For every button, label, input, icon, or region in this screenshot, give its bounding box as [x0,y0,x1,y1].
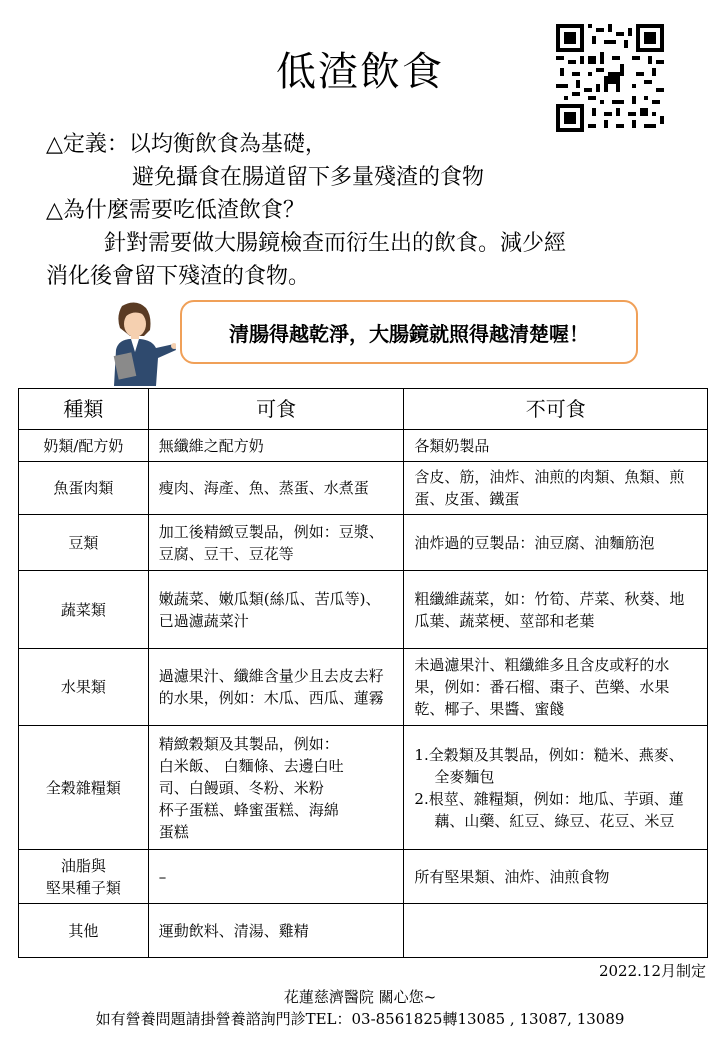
forbidden-cell [404,726,708,850]
forbidden-cell: 各類奶製品 [404,430,708,462]
allowed-line: 蛋糕 [158,822,189,841]
table-row [19,462,708,515]
food-table [18,388,708,958]
allowed-line: 白米飯、 白麵條、去邊白吐 [158,756,344,775]
table-row [19,904,708,958]
forbidden-cell: 含皮、筋，油炸、油煎的肉類、魚類、煎蛋、皮蛋、鐵蛋 [404,462,708,515]
header-category: 種類 [19,389,149,430]
table-row [19,850,708,904]
forbidden-cell: 未過濾果汁、粗纖維多且含皮或籽的水果，例如：番石榴、棗子、芭樂、水果乾、椰子、果醬、蜜餞 [404,649,708,726]
definition-detail: 避免攝食在腸道留下多量殘渣的食物 [132,165,485,190]
table-row [19,571,708,649]
callout-box: 清腸得越乾淨，大腸鏡就照得越清楚喔！ [180,300,638,364]
category-line: 堅果種子類 [45,878,121,897]
header-forbidden: 不可食 [404,389,708,430]
intro-section [46,128,566,293]
issue-date: 2022.12月制定 [598,962,706,980]
category-cell: 蔬菜類 [19,571,149,649]
category-cell: 豆類 [19,515,149,571]
table-row [19,515,708,571]
category-cell: 其他 [19,904,149,958]
category-cell: 水果類 [19,649,149,726]
table-header-row [19,389,708,430]
qr-code-icon [556,24,664,132]
allowed-line: 司、白饅頭、冬粉、米粉 [158,778,324,797]
page-title: 低渣飲食 [276,49,444,95]
why-answer-line1: 針對需要做大腸鏡檢查而衍生出的飲食。減少經 [104,231,567,256]
category-cell: 魚蛋肉類 [19,462,149,515]
category-cell: 全穀雜糧類 [19,726,149,850]
header-allowed: 可食 [148,389,404,430]
table-row [19,430,708,462]
allowed-cell: 加工後精緻豆製品，例如：豆漿、豆腐、豆干、豆花等 [148,515,404,571]
forbidden-list [414,744,697,832]
why-answer-line2: 消化後會留下殘渣的食物。 [46,264,311,289]
list-item: 1.全穀類及其製品，例如：糙米、燕麥、全麥麵包 [414,745,684,786]
forbidden-cell: 油炸過的豆製品：油豆腐、油麵筋泡 [404,515,708,571]
why-question: △為什麼需要吃低渣飲食？ [46,198,305,223]
definition-line: △定義：以均衡飲食為基礎， [46,132,327,157]
allowed-cell: – [148,850,404,904]
organization: 花蓮慈濟醫院 關心您~ [283,988,437,1006]
allowed-cell: 過濾果汁、纖維含量少且去皮去籽的水果，例如：木瓜、西瓜、蓮霧 [148,649,404,726]
category-cell: 奶類/配方奶 [19,430,149,462]
category-line: 油脂與 [60,856,106,875]
allowed-line: 精緻穀類及其製品，例如： [158,734,339,753]
list-item: 2.根莖、雜糧類，例如：地瓜、芋頭、蓮藕、山藥、紅豆、綠豆、花豆、米豆 [414,789,684,830]
contact-info: 如有營養問題請掛營養諮詢門診TEL：03-8561825轉13085 , 13087, 13089 [95,1010,625,1028]
allowed-line: 杯子蛋糕、蜂蜜蛋糕、海綿 [158,800,339,819]
allowed-cell: 運動飲料、清湯、雞精 [148,904,404,958]
allowed-cell: 嫩蔬菜、嫩瓜類(絲瓜、苦瓜等)、已過濾蔬菜汁 [148,571,404,649]
allowed-cell: 無纖維之配方奶 [148,430,404,462]
category-cell [19,850,149,904]
table-row [19,649,708,726]
table-row [19,726,708,850]
forbidden-cell: 粗纖維蔬菜，如：竹筍、芹菜、秋葵、地瓜葉、蔬菜梗、莖部和老葉 [404,571,708,649]
allowed-cell: 瘦肉、海產、魚、蒸蛋、水煮蛋 [148,462,404,515]
forbidden-cell: 所有堅果類、油炸、油煎食物 [404,850,708,904]
allowed-cell [148,726,404,850]
forbidden-cell [404,904,708,958]
presenter-woman-icon [96,300,176,386]
